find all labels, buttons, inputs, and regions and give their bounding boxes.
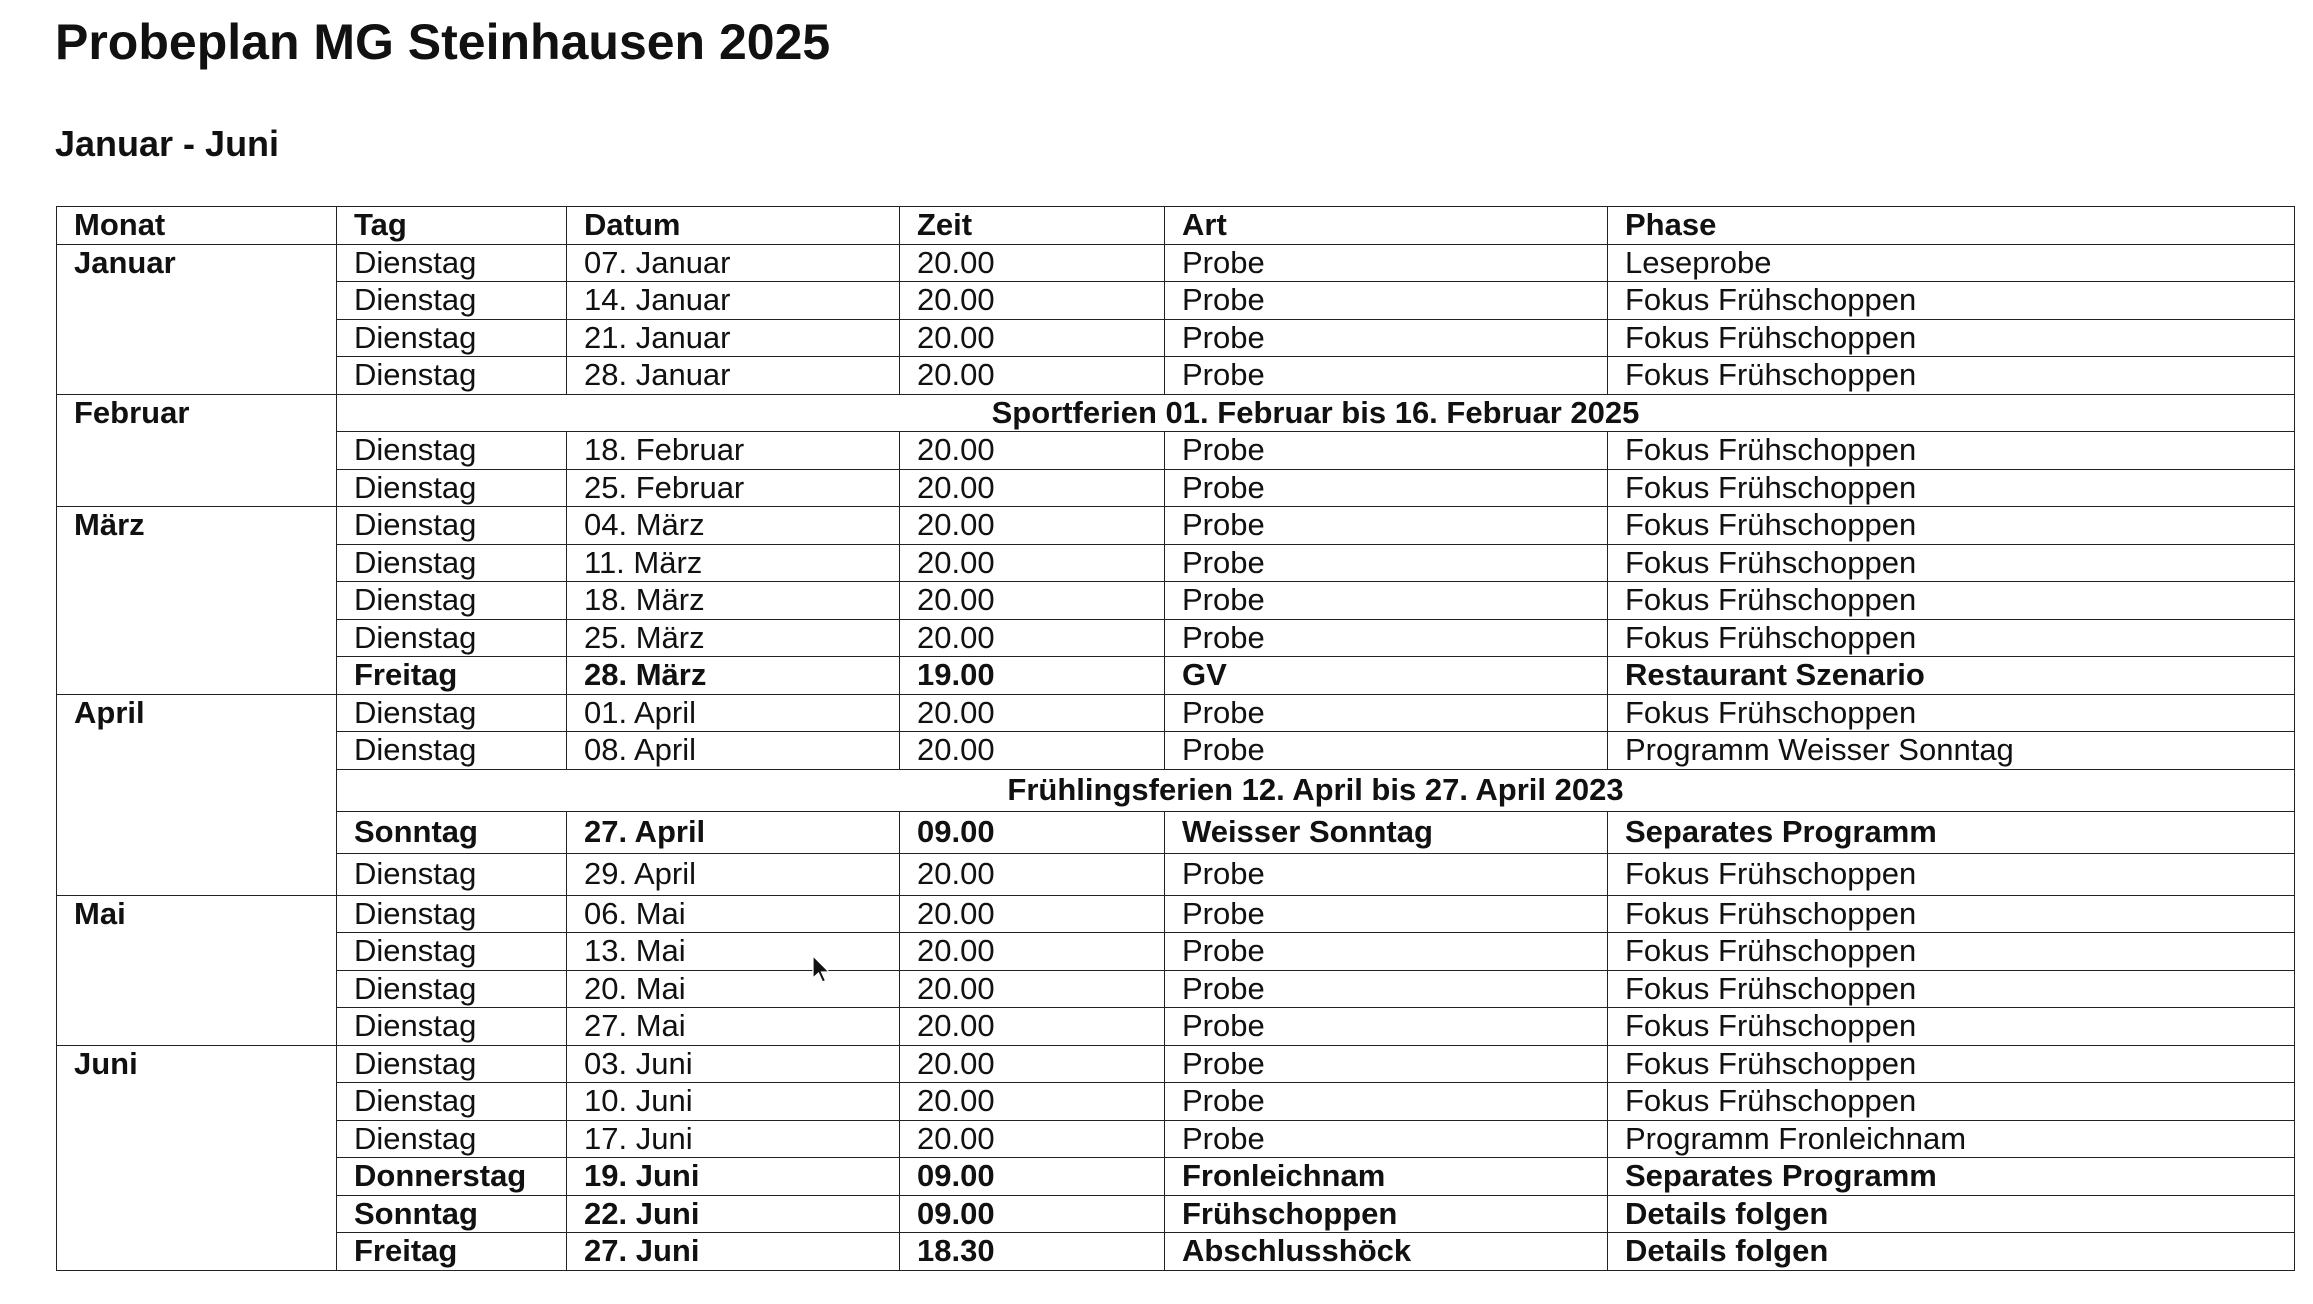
holiday-banner: Frühlingsferien 12. April bis 27. April 2023 — [337, 769, 2295, 811]
table-row — [57, 811, 2295, 853]
cell-zeit: 20.00 — [900, 619, 1165, 657]
cell-phase: Fokus Frühschoppen — [1608, 970, 2295, 1008]
month-cell: Juni — [57, 1045, 337, 1270]
cell-tag: Dienstag — [337, 732, 567, 770]
cell-zeit: 20.00 — [900, 970, 1165, 1008]
cell-datum: 18. März — [567, 582, 900, 620]
cell-datum: 08. April — [567, 732, 900, 770]
cell-zeit: 19.00 — [900, 657, 1165, 695]
cell-tag: Dienstag — [337, 244, 567, 282]
cell-zeit: 09.00 — [900, 1158, 1165, 1196]
cell-tag: Dienstag — [337, 357, 567, 395]
cell-datum: 03. Juni — [567, 1045, 900, 1083]
table-body — [57, 244, 2295, 1270]
cell-zeit: 20.00 — [900, 1008, 1165, 1046]
mouse-pointer-icon — [811, 955, 831, 985]
cell-art: Probe — [1165, 895, 1608, 933]
cell-datum: 25. Februar — [567, 469, 900, 507]
header-datum: Datum — [567, 207, 900, 245]
cell-tag: Dienstag — [337, 895, 567, 933]
cell-zeit: 20.00 — [900, 895, 1165, 933]
table-row — [57, 1045, 2295, 1083]
cell-phase: Fokus Frühschoppen — [1608, 853, 2295, 895]
cell-datum: 27. Juni — [567, 1233, 900, 1271]
cell-zeit: 20.00 — [900, 282, 1165, 320]
cell-datum: 18. Februar — [567, 432, 900, 470]
cell-art: Fronleichnam — [1165, 1158, 1608, 1196]
cell-tag: Donnerstag — [337, 1158, 567, 1196]
cell-phase: Fokus Frühschoppen — [1608, 357, 2295, 395]
header-zeit: Zeit — [900, 207, 1165, 245]
cell-art: Probe — [1165, 282, 1608, 320]
cell-art: Probe — [1165, 853, 1608, 895]
cell-phase: Fokus Frühschoppen — [1608, 582, 2295, 620]
cell-datum: 11. März — [567, 544, 900, 582]
cell-phase: Details folgen — [1608, 1195, 2295, 1233]
table-row — [57, 469, 2295, 507]
cell-phase: Fokus Frühschoppen — [1608, 694, 2295, 732]
table-row — [57, 853, 2295, 895]
table-row — [57, 732, 2295, 770]
table-row — [57, 694, 2295, 732]
cell-tag: Dienstag — [337, 1083, 567, 1121]
cell-art: Probe — [1165, 357, 1608, 395]
cell-tag: Freitag — [337, 1233, 567, 1271]
table-row — [57, 544, 2295, 582]
table-header-row — [57, 207, 2295, 245]
cell-zeit: 20.00 — [900, 1045, 1165, 1083]
cell-art: Probe — [1165, 544, 1608, 582]
cell-art: Abschlusshöck — [1165, 1233, 1608, 1271]
table-row — [57, 619, 2295, 657]
cell-tag: Dienstag — [337, 970, 567, 1008]
cell-zeit: 20.00 — [900, 507, 1165, 545]
cell-zeit: 20.00 — [900, 582, 1165, 620]
cell-zeit: 20.00 — [900, 732, 1165, 770]
cell-phase: Fokus Frühschoppen — [1608, 319, 2295, 357]
cell-art: GV — [1165, 657, 1608, 695]
cell-datum: 14. Januar — [567, 282, 900, 320]
holiday-banner-row — [57, 769, 2295, 811]
cell-phase: Separates Programm — [1608, 1158, 2295, 1196]
page-title: Probeplan MG Steinhausen 2025 — [55, 14, 831, 70]
cell-art: Probe — [1165, 970, 1608, 1008]
cell-phase: Details folgen — [1608, 1233, 2295, 1271]
cell-phase: Fokus Frühschoppen — [1608, 619, 2295, 657]
cell-zeit: 20.00 — [900, 694, 1165, 732]
cell-phase: Separates Programm — [1608, 811, 2295, 853]
table-row — [57, 244, 2295, 282]
cell-phase: Fokus Frühschoppen — [1608, 432, 2295, 470]
cell-art: Probe — [1165, 1008, 1608, 1046]
table-row — [57, 1120, 2295, 1158]
cell-tag: Dienstag — [337, 1045, 567, 1083]
cell-phase: Fokus Frühschoppen — [1608, 1008, 2295, 1046]
cell-datum: 27. April — [567, 811, 900, 853]
cell-datum: 27. Mai — [567, 1008, 900, 1046]
cell-tag: Dienstag — [337, 582, 567, 620]
cell-art: Probe — [1165, 244, 1608, 282]
cell-datum: 07. Januar — [567, 244, 900, 282]
cell-tag: Dienstag — [337, 544, 567, 582]
table-row — [57, 1195, 2295, 1233]
cell-zeit: 20.00 — [900, 1120, 1165, 1158]
cell-tag: Dienstag — [337, 694, 567, 732]
table-row — [57, 357, 2295, 395]
cell-tag: Freitag — [337, 657, 567, 695]
cell-phase: Fokus Frühschoppen — [1608, 544, 2295, 582]
cell-datum: 17. Juni — [567, 1120, 900, 1158]
cell-art: Probe — [1165, 933, 1608, 971]
header-monat: Monat — [57, 207, 337, 245]
cell-zeit: 20.00 — [900, 432, 1165, 470]
cell-datum: 28. Januar — [567, 357, 900, 395]
cell-datum: 28. März — [567, 657, 900, 695]
cell-zeit: 20.00 — [900, 244, 1165, 282]
cell-tag: Sonntag — [337, 811, 567, 853]
cell-zeit: 20.00 — [900, 933, 1165, 971]
cell-datum: 19. Juni — [567, 1158, 900, 1196]
cell-phase: Fokus Frühschoppen — [1608, 1045, 2295, 1083]
month-cell: Mai — [57, 895, 337, 1045]
cell-tag: Dienstag — [337, 319, 567, 357]
cell-zeit: 09.00 — [900, 1195, 1165, 1233]
cell-tag: Sonntag — [337, 1195, 567, 1233]
cell-art: Probe — [1165, 1045, 1608, 1083]
table-row — [57, 657, 2295, 695]
table-row — [57, 895, 2295, 933]
month-cell: Februar — [57, 394, 337, 507]
cell-datum: 06. Mai — [567, 895, 900, 933]
table-row — [57, 507, 2295, 545]
cell-tag: Dienstag — [337, 933, 567, 971]
cell-art: Probe — [1165, 469, 1608, 507]
cell-phase: Fokus Frühschoppen — [1608, 282, 2295, 320]
table-row — [57, 1233, 2295, 1271]
cell-tag: Dienstag — [337, 1120, 567, 1158]
cell-phase: Fokus Frühschoppen — [1608, 933, 2295, 971]
cell-phase: Programm Fronleichnam — [1608, 1120, 2295, 1158]
cell-zeit: 18.30 — [900, 1233, 1165, 1271]
cell-datum: 10. Juni — [567, 1083, 900, 1121]
cell-art: Frühschoppen — [1165, 1195, 1608, 1233]
cell-zeit: 20.00 — [900, 469, 1165, 507]
cell-datum: 29. April — [567, 853, 900, 895]
cell-tag: Dienstag — [337, 853, 567, 895]
cell-art: Probe — [1165, 694, 1608, 732]
table-row — [57, 1083, 2295, 1121]
cell-datum: 01. April — [567, 694, 900, 732]
cell-datum: 21. Januar — [567, 319, 900, 357]
month-cell: März — [57, 507, 337, 695]
cell-tag: Dienstag — [337, 469, 567, 507]
table-row — [57, 1008, 2295, 1046]
table-row — [57, 432, 2295, 470]
holiday-banner-row — [57, 394, 2295, 432]
table-row — [57, 582, 2295, 620]
table-row — [57, 282, 2295, 320]
cell-zeit: 20.00 — [900, 357, 1165, 395]
cell-phase: Fokus Frühschoppen — [1608, 469, 2295, 507]
cell-zeit: 20.00 — [900, 853, 1165, 895]
cell-datum: 20. Mai — [567, 970, 900, 1008]
cell-zeit: 09.00 — [900, 811, 1165, 853]
cell-tag: Dienstag — [337, 507, 567, 545]
cell-art: Probe — [1165, 732, 1608, 770]
cell-art: Probe — [1165, 619, 1608, 657]
month-cell: April — [57, 694, 337, 895]
cell-phase: Programm Weisser Sonntag — [1608, 732, 2295, 770]
cell-datum: 13. Mai — [567, 933, 900, 971]
cell-phase: Restaurant Szenario — [1608, 657, 2295, 695]
cell-zeit: 20.00 — [900, 544, 1165, 582]
table-row — [57, 319, 2295, 357]
rehearsal-schedule-table — [56, 206, 2295, 1271]
month-cell: Januar — [57, 244, 337, 394]
header-phase: Phase — [1608, 207, 2295, 245]
cell-art: Probe — [1165, 582, 1608, 620]
page-subtitle: Januar - Juni — [55, 123, 280, 164]
cell-art: Probe — [1165, 319, 1608, 357]
cell-art: Weisser Sonntag — [1165, 811, 1608, 853]
cell-datum: 22. Juni — [567, 1195, 900, 1233]
cell-tag: Dienstag — [337, 619, 567, 657]
cell-datum: 04. März — [567, 507, 900, 545]
cell-zeit: 20.00 — [900, 319, 1165, 357]
table-row — [57, 933, 2295, 971]
cell-phase: Fokus Frühschoppen — [1608, 1083, 2295, 1121]
holiday-banner: Sportferien 01. Februar bis 16. Februar 2025 — [337, 394, 2295, 432]
table-row — [57, 970, 2295, 1008]
cell-tag: Dienstag — [337, 1008, 567, 1046]
header-art: Art — [1165, 207, 1608, 245]
cell-phase: Fokus Frühschoppen — [1608, 895, 2295, 933]
cell-tag: Dienstag — [337, 282, 567, 320]
cell-phase: Leseprobe — [1608, 244, 2295, 282]
cell-art: Probe — [1165, 507, 1608, 545]
cell-tag: Dienstag — [337, 432, 567, 470]
cell-phase: Fokus Frühschoppen — [1608, 507, 2295, 545]
table-row — [57, 1158, 2295, 1196]
cell-zeit: 20.00 — [900, 1083, 1165, 1121]
cell-datum: 25. März — [567, 619, 900, 657]
cell-art: Probe — [1165, 1083, 1608, 1121]
header-tag: Tag — [337, 207, 567, 245]
cell-art: Probe — [1165, 432, 1608, 470]
cell-art: Probe — [1165, 1120, 1608, 1158]
